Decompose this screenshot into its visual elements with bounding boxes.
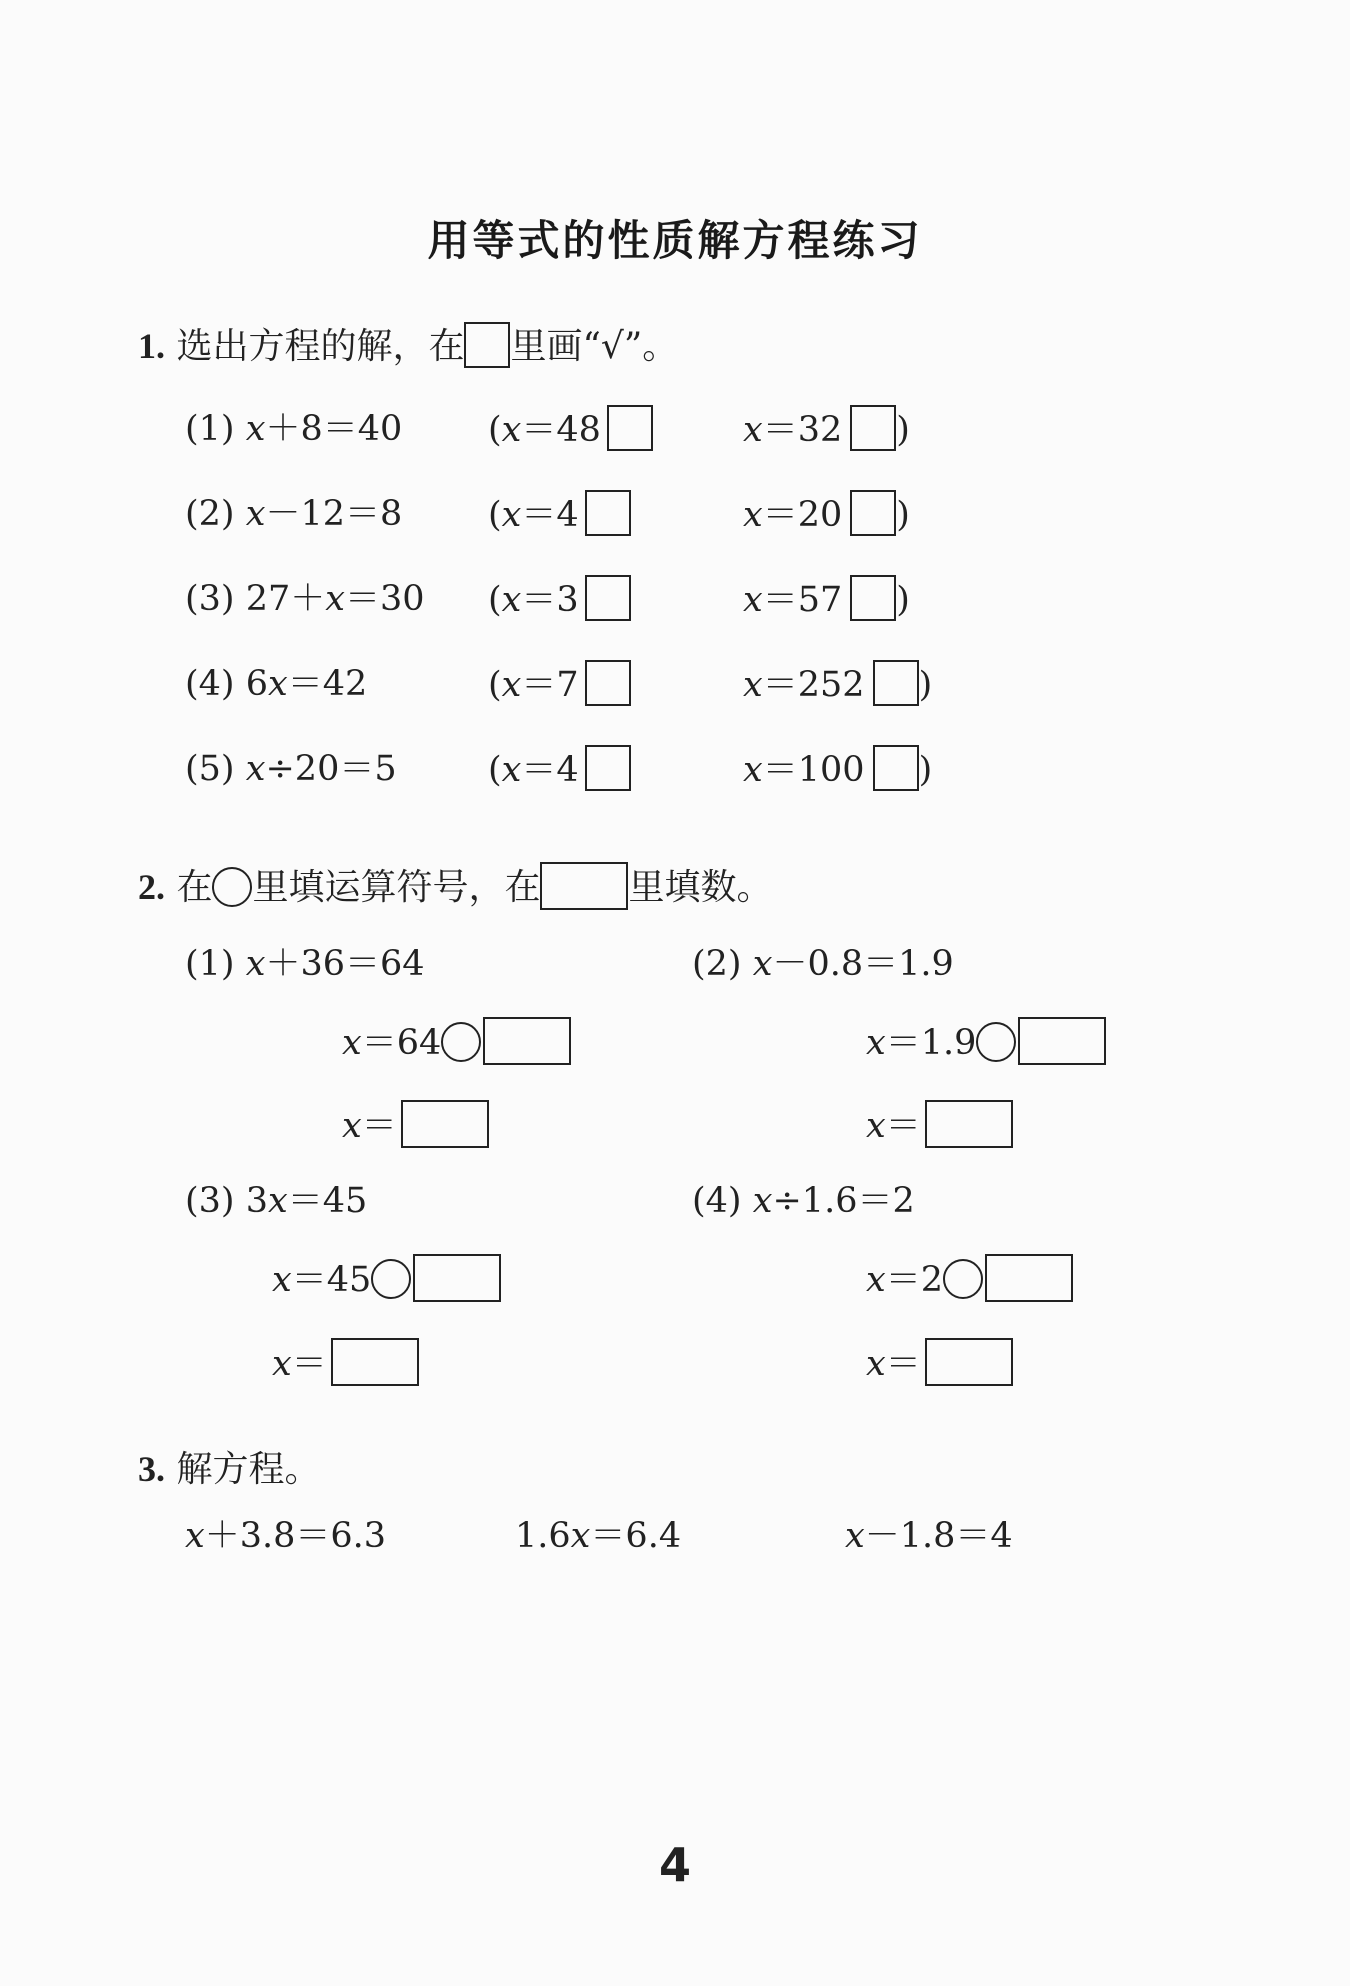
q2-step-2: x＝1.9	[866, 1017, 1106, 1067]
check-box[interactable]	[850, 575, 896, 621]
q1-equation-3: (3) 27＋x＝30	[185, 579, 425, 619]
q1-choice-5b: x＝100 )	[743, 745, 932, 794]
check-box[interactable]	[607, 405, 653, 451]
q1-prompt	[138, 322, 678, 371]
q1-prompt-text-b: 里画“√”。	[510, 326, 679, 367]
q1-equation-4: (4) 6x＝42	[185, 664, 368, 704]
q1-choice-2a: (x＝4	[488, 490, 631, 539]
number-box[interactable]	[483, 1017, 571, 1065]
operator-circle[interactable]	[371, 1259, 411, 1299]
operator-circle[interactable]	[976, 1022, 1016, 1062]
answer-rect-sample	[540, 862, 628, 910]
check-box[interactable]	[873, 745, 919, 791]
q3-prompt: 3. 解方程。	[138, 1449, 321, 1490]
check-box[interactable]	[585, 575, 631, 621]
number-box[interactable]	[985, 1254, 1073, 1302]
q2-equation-3: (3) 3x＝45	[185, 1181, 368, 1221]
q2-step-1: x＝64	[342, 1017, 571, 1067]
q1-equation-1: (1) x＋8＝40	[185, 409, 403, 449]
q1-equation-5: (5) x÷20＝5	[185, 749, 397, 789]
q3-equation-2: 1.6x＝6.4	[515, 1516, 682, 1556]
q1-equation-2: (2) x－12＝8	[185, 494, 403, 534]
q1-choice-1b: x＝32 )	[743, 405, 910, 454]
operator-circle-sample	[212, 867, 252, 907]
q2-prompt: 2. 在 里填运算符号，在 里填数。	[138, 862, 773, 912]
q2-result-4: x＝	[866, 1338, 1013, 1388]
q1-choice-2b: x＝20 )	[743, 490, 910, 539]
check-box[interactable]	[585, 745, 631, 791]
page-number: 4	[658, 1838, 691, 1892]
q1-choice-3a: (x＝3	[488, 575, 631, 624]
q2-equation-1: (1) x＋36＝64	[185, 944, 425, 984]
answer-box-sample	[464, 322, 510, 368]
q1-choice-4b: x＝252 )	[743, 660, 932, 709]
q2-result-3: x＝	[272, 1338, 419, 1388]
q1-prompt-text-a: 选出方程的解，在	[176, 326, 465, 367]
q1-choice-5a: (x＝4	[488, 745, 631, 794]
q1-choice-3b: x＝57 )	[743, 575, 910, 624]
number-box[interactable]	[1018, 1017, 1106, 1065]
check-box[interactable]	[585, 490, 631, 536]
q1-choice-1a: (x＝48	[488, 405, 653, 454]
page-title: 用等式的性质解方程练习	[427, 216, 923, 265]
q2-result-1: x＝	[342, 1100, 489, 1150]
q2-result-2: x＝	[866, 1100, 1013, 1150]
q1-number: 1.	[138, 326, 165, 366]
number-box[interactable]	[413, 1254, 501, 1302]
result-box[interactable]	[925, 1100, 1013, 1148]
operator-circle[interactable]	[441, 1022, 481, 1062]
operator-circle[interactable]	[943, 1259, 983, 1299]
q1-choice-4a: (x＝7	[488, 660, 631, 709]
q2-equation-4: (4) x÷1.6＝2	[692, 1181, 915, 1221]
result-box[interactable]	[401, 1100, 489, 1148]
q2-equation-2: (2) x－0.8＝1.9	[692, 944, 954, 984]
result-box[interactable]	[925, 1338, 1013, 1386]
check-box[interactable]	[850, 490, 896, 536]
q2-step-3: x＝45	[272, 1254, 501, 1304]
check-box[interactable]	[873, 660, 919, 706]
q3-equation-3: x－1.8＝4	[845, 1516, 1013, 1556]
q3-equation-1: x＋3.8＝6.3	[185, 1516, 387, 1556]
result-box[interactable]	[331, 1338, 419, 1386]
q2-step-4: x＝2	[866, 1254, 1073, 1304]
check-box[interactable]	[585, 660, 631, 706]
check-box[interactable]	[850, 405, 896, 451]
